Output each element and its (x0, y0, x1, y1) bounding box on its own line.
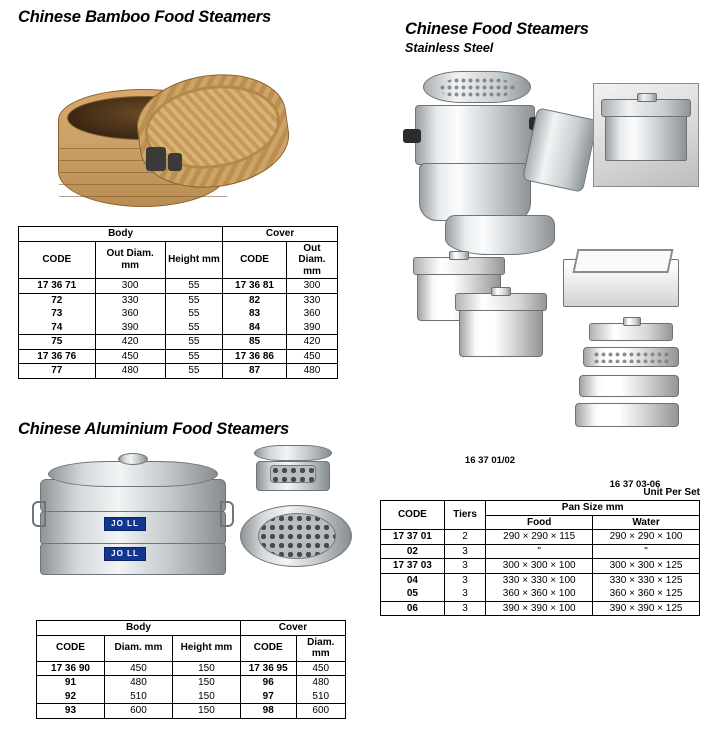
cell-water-size: 300 × 300 × 125 (593, 559, 700, 574)
section-bamboo-steamers (18, 8, 348, 379)
cell-outdiam-cover: 300 (286, 279, 337, 294)
aluminium-small-steamer-mesh (270, 465, 316, 483)
cell-tiers: 3 (444, 573, 485, 587)
cell-height: 55 (165, 293, 222, 307)
cell-code-cover: 84 (223, 321, 287, 335)
header-code-body: CODE (19, 241, 96, 279)
table-row (19, 364, 338, 379)
table-header-group-row (37, 621, 346, 636)
bamboo-section-title: Chinese Bamboo Food Steamers (18, 8, 271, 26)
stainless-section-title: Chinese Food Steamers (405, 20, 589, 38)
bamboo-clip-left (146, 147, 166, 171)
aluminium-small-steamer-lid (254, 445, 332, 461)
header-diam-body: Diam. mm (104, 635, 172, 661)
aluminium-brand-label-1: JO LL (104, 517, 146, 531)
section-aluminium-steamers (18, 420, 363, 719)
header-body: Body (19, 227, 223, 242)
cell-code-cover: 98 (240, 704, 296, 719)
cell-food-size: " (486, 544, 593, 559)
table-row (19, 293, 338, 307)
table-row (19, 279, 338, 294)
header-cover: Cover (223, 227, 338, 242)
stainless-spec-table (380, 500, 700, 616)
header-code-cover: CODE (223, 241, 287, 279)
cell-code-cover: 17 36 81 (223, 279, 287, 294)
cell-code: 02 (381, 544, 445, 559)
cell-code-body: 93 (37, 704, 105, 719)
table-row (37, 704, 346, 719)
cell-outdiam-body: 480 (95, 364, 165, 379)
header-code-body: CODE (37, 635, 105, 661)
cell-diam-cover: 600 (296, 704, 345, 719)
aluminium-brand-label-2: JO LL (104, 547, 146, 561)
cell-outdiam-body: 450 (95, 349, 165, 364)
cell-diam-body: 450 (104, 661, 172, 676)
cell-code-cover: 17 36 95 (240, 661, 296, 676)
cell-outdiam-body: 360 (95, 307, 165, 321)
cell-tiers: 2 (444, 530, 485, 545)
table-row (381, 544, 700, 559)
header-tiers: Tiers (444, 501, 485, 530)
header-code-cover: CODE (240, 635, 296, 661)
cell-water-size: 330 × 330 × 125 (593, 573, 700, 587)
aluminium-section-title: Chinese Aluminium Food Steamers (18, 420, 289, 438)
square-steamer-body (605, 113, 687, 161)
stainless-upper-pot (415, 105, 535, 165)
bamboo-spec-table-wrapper (18, 226, 338, 379)
aluminium-lid-knob (118, 453, 148, 465)
table-header-row (19, 241, 338, 279)
cell-code-body: 75 (19, 335, 96, 350)
table-row (381, 587, 700, 601)
cell-code: 06 (381, 601, 445, 616)
header-height-body: Height mm (172, 635, 240, 661)
cell-code-cover: 83 (223, 307, 287, 321)
stainless-lid-holes (439, 77, 515, 99)
cell-tiers: 3 (444, 587, 485, 601)
cell-diam-body: 510 (104, 690, 172, 704)
cell-tiers: 3 (444, 544, 485, 559)
unit-per-set-note: Unit Per Set (643, 487, 700, 498)
cell-height: 150 (172, 676, 240, 690)
stainless-lower-pot (419, 163, 531, 221)
aluminium-plate-holes (258, 513, 336, 559)
stainless-handle-left (403, 129, 421, 143)
aluminium-handle-left (32, 501, 46, 527)
cell-outdiam-cover: 390 (286, 321, 337, 335)
header-diam-cover: Diam. mm (296, 635, 345, 661)
cell-code: 17 37 03 (381, 559, 445, 574)
table-row (381, 601, 700, 616)
aluminium-steamer-illustration (18, 439, 363, 614)
cell-diam-body: 480 (104, 676, 172, 690)
table-row (19, 307, 338, 321)
cell-height: 55 (165, 364, 222, 379)
table-row (37, 690, 346, 704)
header-water: Water (593, 515, 700, 530)
stainless-section-subtitle: Stainless Steel (405, 41, 494, 55)
cell-code-cover: 87 (223, 364, 287, 379)
cell-height: 55 (165, 307, 222, 321)
aluminium-handle-right (220, 501, 234, 527)
table-row (381, 559, 700, 574)
cell-code-body: 77 (19, 364, 96, 379)
cell-outdiam-cover: 330 (286, 293, 337, 307)
caption-1637-01-02: 16 37 01/02 (464, 455, 516, 466)
cell-code-body: 17 36 71 (19, 279, 96, 294)
header-outdiam-body: Out Diam. mm (95, 241, 165, 279)
header-pan-size: Pan Size mm (486, 501, 700, 516)
header-body: Body (37, 621, 241, 636)
cell-code-cover: 17 36 86 (223, 349, 287, 364)
cell-code-body: 72 (19, 293, 96, 307)
cell-height: 150 (172, 661, 240, 676)
cell-food-size: 390 × 390 × 100 (486, 601, 593, 616)
square-steamer-knob (637, 93, 657, 102)
table-row (19, 349, 338, 364)
cell-water-size: 290 × 290 × 100 (593, 530, 700, 545)
cell-height: 55 (165, 349, 222, 364)
cell-food-size: 300 × 300 × 100 (486, 559, 593, 574)
section-stainless-steamers (405, 20, 700, 490)
cell-code: 04 (381, 573, 445, 587)
cell-tiers: 3 (444, 559, 485, 574)
cell-water-size: " (593, 544, 700, 559)
cell-food-size: 330 × 330 × 100 (486, 573, 593, 587)
cell-outdiam-body: 420 (95, 335, 165, 350)
cell-outdiam-cover: 420 (286, 335, 337, 350)
cell-outdiam-body: 390 (95, 321, 165, 335)
cell-height: 150 (172, 704, 240, 719)
cell-water-size: 360 × 360 × 125 (593, 587, 700, 601)
cell-diam-cover: 510 (296, 690, 345, 704)
cell-outdiam-cover: 450 (286, 349, 337, 364)
aluminium-spec-table (36, 620, 346, 719)
cell-outdiam-cover: 480 (286, 364, 337, 379)
cell-code-body: 74 (19, 321, 96, 335)
header-code: CODE (381, 501, 445, 530)
cell-diam-cover: 480 (296, 676, 345, 690)
cell-code-body: 73 (19, 307, 96, 321)
cell-code: 17 37 01 (381, 530, 445, 545)
cell-code-cover: 82 (223, 293, 287, 307)
bamboo-spec-table (18, 226, 338, 379)
cell-code-body: 17 36 90 (37, 661, 105, 676)
table-row (19, 321, 338, 335)
cell-outdiam-cover: 360 (286, 307, 337, 321)
cell-tiers: 3 (444, 601, 485, 616)
table-header-group-row (381, 501, 700, 516)
aluminium-spec-table-wrapper (36, 620, 346, 719)
header-outdiam-cover: Out Diam. mm (286, 241, 337, 279)
cell-height: 150 (172, 690, 240, 704)
cell-outdiam-body: 300 (95, 279, 165, 294)
table-row (381, 573, 700, 587)
cell-water-size: 390 × 390 × 125 (593, 601, 700, 616)
stainless-spec-table-wrapper (380, 500, 700, 616)
square-steamers-pair-illustration (411, 245, 561, 375)
cell-height: 55 (165, 279, 222, 294)
stacked-tiers-illustration (565, 323, 705, 453)
cell-food-size: 290 × 290 × 115 (486, 530, 593, 545)
table-row (19, 335, 338, 350)
cell-code-body: 92 (37, 690, 105, 704)
cell-diam-cover: 450 (296, 661, 345, 676)
cell-code-cover: 85 (223, 335, 287, 350)
cell-code: 05 (381, 587, 445, 601)
table-header-group-row (19, 227, 338, 242)
cell-code-cover: 97 (240, 690, 296, 704)
cell-food-size: 360 × 360 × 100 (486, 587, 593, 601)
caption-1637-03-06: 16 37 03-06 (609, 479, 661, 490)
header-height-body: Height mm (165, 241, 222, 279)
cell-code-cover: 96 (240, 676, 296, 690)
table-row (37, 661, 346, 676)
cell-height: 55 (165, 321, 222, 335)
cell-outdiam-body: 330 (95, 293, 165, 307)
header-food: Food (486, 515, 593, 530)
cell-code-body: 91 (37, 676, 105, 690)
table-header-row (37, 635, 346, 661)
cell-diam-body: 600 (104, 704, 172, 719)
stainless-illustrations (405, 55, 700, 490)
cell-code-body: 17 36 76 (19, 349, 96, 364)
bamboo-steamer-illustration (18, 27, 348, 222)
bamboo-clip-right (168, 153, 182, 171)
header-cover: Cover (240, 621, 345, 636)
table-row (37, 676, 346, 690)
square-frame-illustration (555, 237, 695, 329)
table-row (381, 530, 700, 545)
cell-height: 55 (165, 335, 222, 350)
